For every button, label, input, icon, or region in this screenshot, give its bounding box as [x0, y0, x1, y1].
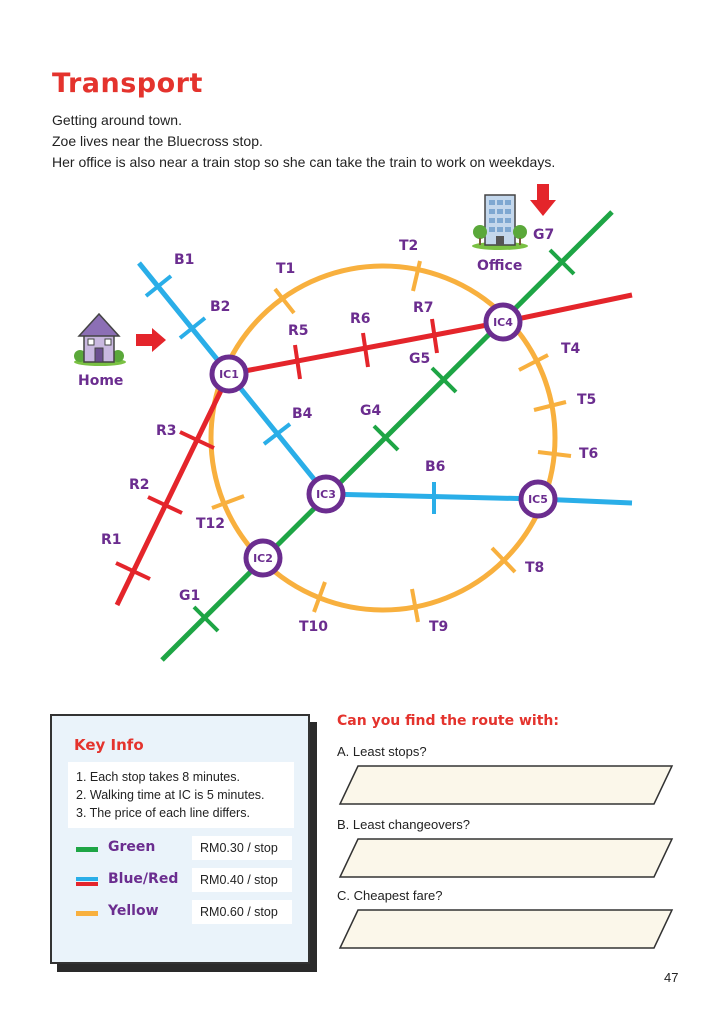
page-title: Transport	[52, 68, 203, 99]
station-label-r1: R1	[101, 532, 122, 548]
interchange-ic2	[246, 541, 280, 575]
svg-text:IC3: IC3	[316, 488, 336, 501]
interchange-ic4	[486, 305, 520, 339]
green-line	[162, 212, 612, 660]
key-info-title: Key Info	[74, 736, 144, 754]
station-label-b2: B2	[210, 299, 231, 315]
station-label-r2: R2	[129, 477, 150, 493]
key-note: 1. Each stop takes 8 minutes.	[76, 770, 240, 784]
station-label-b6: B6	[425, 459, 446, 475]
station-label-t12: T12	[196, 516, 226, 532]
stop-tick-t12	[212, 496, 244, 508]
question-c: C. Cheapest fare?	[337, 888, 443, 903]
green-line-swatch	[76, 847, 98, 852]
station-label-t8: T8	[525, 560, 545, 576]
key-line-price: RM0.30 / stop	[192, 836, 292, 860]
office-label: Office	[477, 258, 523, 274]
key-row-green	[72, 836, 296, 862]
station-label-t4: T4	[561, 341, 581, 357]
question-b: B. Least changeovers?	[337, 817, 470, 832]
station-label-t5: T5	[577, 392, 597, 408]
home-icon	[74, 314, 126, 366]
arrow-right-icon	[136, 328, 166, 352]
key-line-name: Blue/Red	[108, 871, 179, 887]
key-line-name: Green	[108, 839, 156, 855]
page-number: 47	[664, 970, 679, 985]
red-line-swatch	[76, 882, 98, 886]
intro-line: Zoe lives near the Bluecross stop.	[52, 133, 263, 149]
interchange-ic3	[309, 477, 343, 511]
stop-tick-r5	[295, 345, 300, 379]
key-row-yellow	[72, 900, 296, 926]
svg-text:IC2: IC2	[253, 552, 273, 565]
intro-line: Getting around town.	[52, 112, 182, 128]
questions-title: Can you find the route with:	[337, 713, 559, 729]
station-label-t10: T10	[299, 619, 329, 635]
station-label-g7: G7	[533, 227, 555, 243]
intro-line: Her office is also near a train stop so she can take the train to work on weekdays.	[52, 154, 556, 170]
blue-line-swatch	[76, 877, 98, 881]
station-label-b1: B1	[174, 252, 195, 268]
key-info-notes	[68, 762, 294, 828]
station-label-g1: G1	[179, 588, 201, 604]
station-label-t9: T9	[429, 619, 449, 635]
station-label-t1: T1	[276, 261, 296, 277]
key-info-box	[50, 714, 310, 964]
answer-box-b[interactable]	[336, 837, 676, 879]
key-line-price: RM0.60 / stop	[192, 900, 292, 924]
interchange-ic1	[212, 357, 246, 391]
key-note: 3. The price of each line differs.	[76, 806, 250, 820]
question-a: A. Least stops?	[337, 744, 427, 759]
station-label-t6: T6	[579, 446, 599, 462]
arrow-down-icon	[530, 184, 556, 216]
svg-text:IC4: IC4	[493, 316, 513, 329]
interchange-ic5	[521, 482, 555, 516]
station-label-b4: B4	[292, 406, 313, 422]
key-note: 2. Walking time at IC is 5 minutes.	[76, 788, 265, 802]
svg-text:IC1: IC1	[219, 368, 239, 381]
key-line-name: Yellow	[108, 903, 159, 919]
key-line-price: RM0.40 / stop	[192, 868, 292, 892]
station-label-r7: R7	[413, 300, 434, 316]
office-building-icon	[472, 195, 528, 250]
station-label-r6: R6	[350, 311, 371, 327]
station-label-r5: R5	[288, 323, 309, 339]
yellow-line-swatch	[76, 911, 98, 916]
stop-tick-t6	[538, 452, 571, 456]
station-label-r3: R3	[156, 423, 177, 439]
station-label-t2: T2	[399, 238, 419, 254]
key-row-blue-red	[72, 868, 296, 894]
stop-tick-r7	[432, 319, 437, 353]
stop-tick-t2	[413, 261, 420, 291]
station-label-g5: G5	[409, 351, 431, 367]
answer-box-a[interactable]	[336, 764, 676, 806]
answer-box-c[interactable]	[336, 908, 676, 950]
home-label: Home	[78, 373, 124, 389]
stop-tick-r6	[363, 333, 368, 367]
station-label-g4: G4	[360, 403, 382, 419]
svg-text:IC5: IC5	[528, 493, 548, 506]
